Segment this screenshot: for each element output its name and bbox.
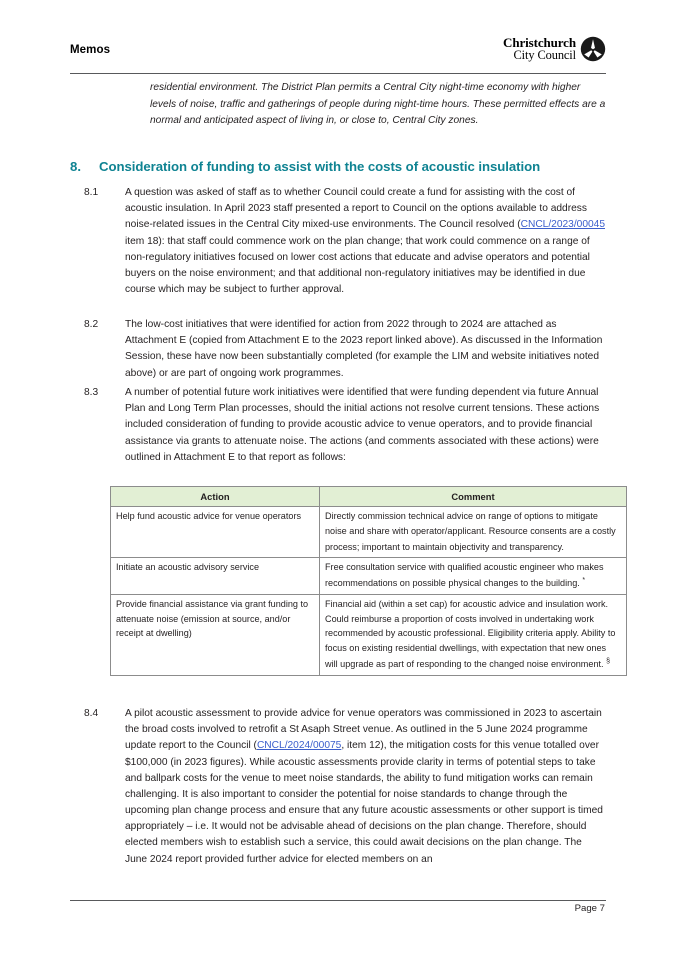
column-header-action: Action — [111, 487, 320, 507]
resolution-link-cncl-2024-00075[interactable]: CNCL/2024/00075 — [256, 740, 342, 752]
section-title: Consideration of funding to assist with the costs of acoustic insulation — [99, 159, 541, 174]
table-row — [111, 594, 627, 675]
paragraph-text — [125, 706, 606, 868]
paragraph-text-before-link: A question was asked of staff as to whether Council could create a fund for assisting with the cost of acoustic insulation. In April 2023 staff presented a report to Council on the options available to address noise-related issues in the Central City mixed-use environments. The Council resolved ( — [125, 187, 587, 231]
paragraph-8-1 — [84, 185, 606, 298]
header-divider — [70, 73, 606, 74]
section-heading-8 — [70, 159, 606, 174]
header-title: Memos — [70, 44, 111, 56]
council-crest-icon — [580, 36, 606, 62]
paragraph-text-before-link: A pilot acoustic assessment to provide advice for venue operators was commissioned in 2023 to ascertain the broad costs involved to retrofit a St Asaph Street venue. As outlined in the 5 June 2024 programme update report to the Council ( — [125, 708, 602, 752]
cell-comment-text: Financial aid (within a set cap) for acoustic advice and insulation work. Could reimburse a proportion of costs involved in undertaking work recommended by acoustic professional. Eligibility criteria apply. Ability to focus on existing residential dwellings, with expectation that new ones will upgrade as part of responding to the changed noise environment. — [325, 598, 616, 669]
cell-comment-text: Directly commission technical advice on range of options to mitigate noise and share with operator/applicant. Resource consents are a costly process; important to maintain objectivity and transparency. — [325, 511, 616, 552]
paragraph-8-3 — [84, 385, 606, 466]
paragraph-text: A number of potential future work initiatives were identified that were funding dependent via future Annual Plan and Long Term Plan processes, should the initial actions not resolve current tensions. These actions included consideration of funding to provide acoustic advice to venue operators, and to provide financial assistance via grants to attenuate noise. The actions (and comments associated with these actions) were outlined in Attachment E to that report as follows: — [125, 387, 600, 463]
column-header-comment: Comment — [320, 487, 627, 507]
council-logo — [503, 36, 606, 62]
attachment-e-table — [110, 486, 627, 676]
footer-divider — [70, 900, 606, 901]
quoted-paragraph: residential environment. The District Plan permits a Central City night-time economy with higher levels of noise, traffic and gatherings of people during night-time hours. These permitted effects are a normal and anticipated aspect of living in, or close to, Central City zones. — [150, 82, 606, 127]
cell-comment — [320, 507, 627, 558]
attachment-e-table-wrapper — [110, 486, 626, 676]
paragraph-text — [125, 185, 606, 298]
cell-comment — [320, 594, 627, 675]
paragraph-number: 8.1 — [84, 187, 99, 198]
cell-comment — [320, 558, 627, 594]
paragraph-number: 8.3 — [84, 387, 99, 398]
paragraph-number: 8.4 — [84, 708, 99, 719]
paragraph-text-after-link: , item 12), the mitigation costs for this venue totalled over $100,000 (in 2023 figures). While acoustic assessments provide clarity in terms of potential steps to take and ballpark costs for the venue to meet noise standards, the ability to fund mitigation works can remain challenging. It is also important to consider the potential for noise standards to change through the upcoming plan change process and ensure that any future acoustic assessments or other support is timed appropriately – i.e. It would not be advisable ahead of decisions on the plan change. Therefore, should elected members wish to establish such a service, this could await decisions on the plan change. The June 2024 report provided further advice for elected members on an — [125, 740, 603, 865]
logo-wordmark — [503, 36, 576, 62]
table-row — [111, 507, 627, 558]
table-row — [111, 558, 627, 594]
logo-line-city-council: City Council — [513, 48, 576, 63]
cell-comment-text: Free consultation service with qualified acoustic engineer who makes recommendations on possible physical changes to the building. — [325, 562, 604, 589]
page-header — [70, 36, 606, 76]
footnote-marker: * — [582, 577, 586, 585]
paragraph-text-after-link: item 18): that staff could commence work on the plan change; that work could commence on a range of non-regulatory initiatives focused on lower cost actions that educate and advise operators and potential buyers on the noise environment; and that additional non-regulatory initiatives may be identified in due course which may be subject to further approval. — [125, 235, 590, 296]
section-number: 8. — [70, 159, 81, 174]
footnote-marker: § — [606, 657, 610, 665]
logo-line-christchurch: Christchurch — [503, 35, 576, 51]
paragraph-8-2 — [84, 317, 606, 382]
resolution-link-cncl-2023-00045[interactable]: CNCL/2023/00045 — [520, 219, 605, 231]
page-number: Page 7 — [574, 903, 605, 914]
cell-action: Help fund acoustic advice for venue operators — [111, 507, 320, 558]
cell-action: Initiate an acoustic advisory service — [111, 558, 320, 594]
paragraph-number: 8.2 — [84, 319, 99, 330]
paragraph-text: The low-cost initiatives that were identified for action from 2022 through to 2024 are attached as Attachment E (copied from Attachment E to the 2023 report linked above). As discussed in the Information Session, these have now been substantially completed (for example the LIM and website initiatives noted above) or are part of ongoing work programmes. — [125, 319, 603, 379]
table-header-row — [111, 487, 627, 507]
cell-action: Provide financial assistance via grant funding to attenuate noise (emission at source, and/or receipt at dwelling) — [111, 594, 320, 675]
paragraph-8-4 — [84, 706, 606, 868]
